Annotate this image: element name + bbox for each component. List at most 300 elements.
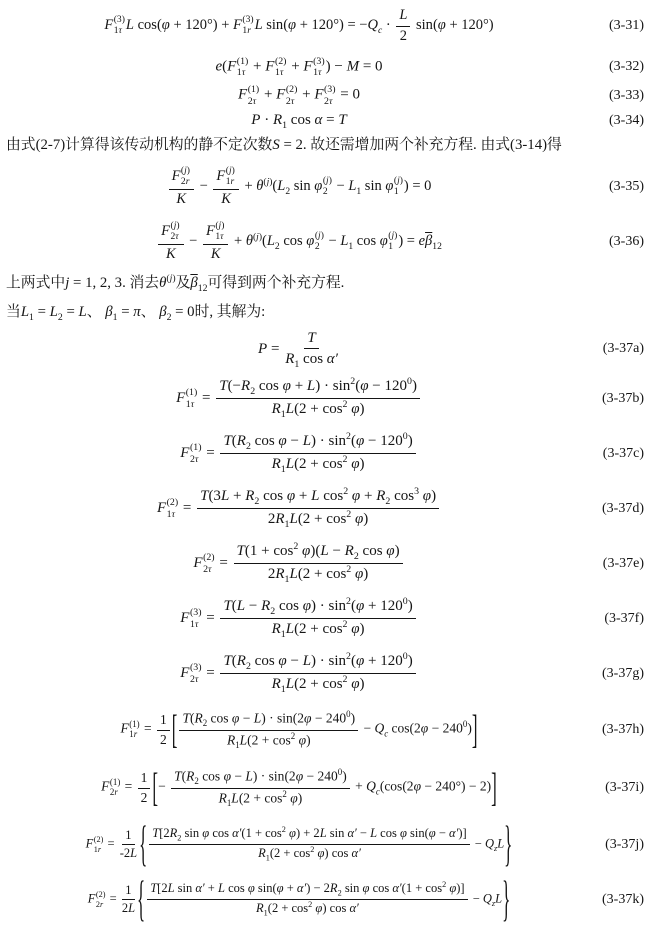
script-stack: [248, 84, 260, 106]
variable: L: [236, 598, 246, 615]
variable: L: [285, 676, 295, 692]
denominator: $R_1(2 + \cos^2 \varphi)$ cos α′: [256, 900, 359, 918]
variable: τ: [290, 95, 295, 107]
script-stack: [190, 662, 202, 684]
denominator: $R_1L(2 + \cos^2 \varphi)$: [271, 454, 365, 475]
superscript: 0: [462, 719, 468, 730]
variable: T: [152, 826, 160, 841]
variable: L: [220, 488, 230, 505]
superscript: (j): [314, 230, 324, 242]
variable: T: [338, 112, 347, 129]
subscript: 1τ: [236, 67, 246, 78]
function-name: sin: [328, 433, 347, 450]
fraction: [220, 652, 415, 695]
variable: L: [285, 401, 295, 417]
superscript: (j): [166, 273, 176, 285]
script-stack: [388, 231, 397, 252]
function-name: cos: [323, 488, 344, 505]
function-name: cos: [394, 488, 415, 505]
variable: z: [493, 843, 498, 853]
variable: α: [314, 112, 323, 129]
equation-number: (3-37e): [602, 555, 644, 571]
fraction: [197, 487, 439, 530]
big-bracket: {: [137, 871, 146, 927]
fraction: [171, 768, 350, 807]
equation-number: (3-37i): [605, 780, 644, 795]
variable: L: [370, 826, 378, 841]
row-eq-3-37g: [0, 646, 650, 701]
variable: Q: [366, 779, 376, 795]
variable: F: [193, 554, 203, 571]
function-name: cos: [254, 653, 275, 670]
subscript: 2τ: [189, 453, 199, 465]
variable: R: [261, 598, 271, 615]
equation-number: (3-37k): [602, 891, 644, 907]
function-name: sin: [344, 881, 360, 896]
variable: α′: [232, 826, 242, 841]
superscript: (2): [93, 835, 104, 845]
variable: φ: [360, 378, 369, 395]
row-eq-3-33: [0, 82, 650, 109]
variable: j: [228, 165, 232, 177]
equation-number: (3-32): [609, 59, 644, 74]
superscript: (j): [252, 231, 262, 243]
variable: K: [166, 245, 176, 262]
paragraph-text: 上两式中j = 1, 2, 3. 消去$\theta^{(j)}$及$\overline{\beta}_{12}$可得到两个补充方程.: [6, 273, 345, 295]
big-bracket: {: [139, 816, 148, 872]
fraction: [157, 712, 170, 747]
variable: F: [265, 58, 275, 75]
superscript: (3): [189, 607, 202, 619]
subscript: 2: [57, 312, 63, 324]
superscript: 2: [346, 651, 351, 663]
variable: R: [344, 543, 354, 560]
denominator: [221, 190, 231, 208]
row-eq-3-31: [0, 0, 650, 52]
variable: φ: [399, 826, 407, 841]
variable: T: [200, 488, 209, 505]
variable: S: [272, 137, 280, 154]
variable: R: [272, 112, 283, 129]
big-bracket: [: [171, 707, 178, 753]
subscript: 1: [284, 519, 290, 530]
script-stack: [394, 176, 403, 197]
big-bracket: }: [502, 871, 511, 927]
variable: τ: [318, 67, 322, 78]
fraction: [138, 770, 151, 805]
row-eq-3-37j: [0, 817, 650, 872]
function-name: cos: [326, 511, 347, 527]
superscript: 2: [281, 825, 286, 835]
subscript: 2: [385, 496, 391, 508]
subscript: 2τ: [247, 95, 257, 107]
variable: r: [247, 25, 251, 36]
variable: φ: [298, 732, 307, 747]
denominator: $R_1L(2 + \cos^2 \varphi)$: [271, 619, 365, 640]
superscript: (1): [189, 442, 202, 454]
variable: $\overline{\beta}$: [425, 233, 433, 250]
superscript: 2: [346, 596, 351, 608]
variable: F: [171, 168, 181, 185]
variable: T: [219, 378, 228, 395]
variable: T: [182, 710, 190, 726]
variable: φ: [302, 543, 311, 560]
equation-number: (3-36): [609, 234, 644, 249]
subscript: 1: [282, 120, 288, 132]
subscript: 2: [254, 496, 260, 508]
subscript: [376, 787, 380, 797]
function-name: cos: [283, 233, 303, 250]
paragraph-text: 当$L_1 = L_2 = L$、 $\beta_1 = \pi$、 $\beta_2 = 0$时, 其解为:: [6, 304, 266, 324]
row-eq-3-37k: [0, 872, 650, 927]
script-stack: [323, 176, 332, 197]
subscript: 2: [177, 833, 182, 843]
variable: L: [78, 304, 87, 321]
variable: β: [105, 304, 113, 321]
numerator: [169, 166, 194, 189]
row-eq-3-37c: [0, 426, 650, 481]
numerator: 1: [138, 770, 151, 788]
function-name: cos: [331, 846, 349, 861]
variable: Q: [482, 891, 492, 906]
variable: α′: [449, 826, 459, 841]
variable: τ: [118, 25, 122, 36]
subscript: 1τ: [274, 67, 284, 78]
variable: R: [226, 732, 236, 747]
variable: F: [303, 58, 313, 75]
variable: φ: [437, 17, 446, 34]
numerator: [158, 221, 183, 244]
variable: L: [125, 17, 134, 34]
variable: R: [271, 621, 281, 637]
equation-math: F (j) 2τ K − F (j) 1τ K + $\theta^{(j)}(L_2$ cos φ (j) 2 − $L_1$ cos φ (j) 1 ) = $e\overline{\beta}_{12}$: [156, 221, 442, 263]
variable: φ: [355, 653, 365, 670]
variable: φ: [351, 621, 360, 637]
denominator: [166, 245, 176, 263]
superscript: 2: [342, 674, 348, 685]
function-name: sin: [328, 598, 347, 615]
variable: R: [275, 511, 285, 527]
superscript: (j): [388, 230, 398, 242]
variable: τ: [328, 95, 333, 107]
function-name: cos: [356, 233, 377, 250]
script-stack: [190, 442, 202, 464]
variable: Q: [484, 836, 494, 851]
equation-math: F (1) 2r = $\frac{1}{2}$ [− $\frac{T(R_2 \cos \varphi - L) \cdot \sin(2\varphi - 240^0)}{R_1L(2 + \cos^2 \varphi)}$ + $Q_c(\cos(2\varphi - 240^\circ) - 2)$]: [101, 768, 497, 807]
function-name: cos: [303, 350, 324, 367]
superscript: 0: [402, 431, 408, 443]
variable: φ: [351, 456, 360, 472]
equation-math: F (1) 2τ = $\frac{T(R_2 \cos \varphi - L) \cdot \sin^2(\varphi - 120^0)}{R_1L(2 + \cos^2 \varphi)}$: [180, 432, 417, 475]
subscript: 1r: [93, 844, 102, 854]
denominator: 2: [399, 27, 407, 44]
variable: L: [289, 566, 298, 582]
variable: j: [256, 231, 259, 243]
variable: τ: [279, 67, 284, 78]
superscript: (j): [322, 175, 332, 187]
variable: α′: [347, 826, 357, 841]
variable: α′: [326, 350, 338, 367]
subscript: 2τ: [324, 95, 333, 107]
function-name: cos: [272, 732, 291, 747]
variable: L: [239, 732, 248, 747]
variable: F: [238, 86, 248, 103]
fraction: [203, 221, 228, 263]
equation-math: F (3) 2τ = $\frac{T(R_2 \cos \varphi - L) \cdot \sin^2(\varphi + 120^0)}{R_1L(2 + \cos^2 \varphi)}$: [180, 652, 417, 695]
variable: R: [186, 768, 195, 784]
function-name: cos: [202, 768, 221, 784]
subscript: 1: [280, 629, 286, 640]
variable: φ: [278, 653, 287, 670]
script-stack: [110, 778, 120, 798]
subscript: 2: [166, 312, 172, 324]
row-eq-3-34: [0, 109, 650, 133]
function-name: cos: [362, 543, 383, 560]
variable: φ: [351, 676, 360, 692]
numerator: $T(R_2$ $\cos \varphi - L) \cdot \sin(2\varphi - 240^0)$: [179, 710, 358, 730]
denominator: $2R_1L(2 + \cos^2 \varphi)$: [267, 564, 369, 585]
superscript: (1): [236, 55, 249, 67]
subscript: 2: [245, 661, 251, 673]
superscript: 0: [402, 596, 408, 608]
variable: j: [397, 175, 400, 187]
subscript: [378, 25, 382, 36]
variable: φ: [302, 598, 312, 615]
variable: F: [176, 389, 186, 406]
variable: θ: [256, 178, 264, 195]
variable: α′: [195, 881, 205, 896]
superscript: 2: [293, 541, 299, 553]
subscript: 1: [280, 684, 286, 695]
superscript: 2: [342, 454, 348, 465]
variable: F: [120, 721, 129, 737]
fraction: [147, 881, 467, 918]
equation-number: (3-35): [609, 179, 644, 194]
variable: L: [348, 178, 357, 195]
row-eq-3-37d: [0, 481, 650, 536]
subscript: 2: [270, 606, 276, 618]
variable: L: [320, 543, 329, 560]
denominator: 2: [140, 789, 148, 805]
variable: c: [375, 786, 380, 797]
variable: L: [20, 304, 30, 321]
superscript: 2: [290, 730, 296, 741]
denominator: $R_1L(2 + \cos^2 \varphi)$: [271, 674, 365, 695]
script-stack: [129, 720, 139, 740]
row-para-eliminate: [0, 269, 650, 299]
script-stack: [237, 56, 249, 78]
variable: F: [87, 891, 96, 906]
function-name: cos: [258, 378, 279, 395]
superscript: (j): [180, 165, 190, 177]
equation-number: (3-37b): [602, 390, 644, 406]
function-name: cos: [322, 401, 343, 417]
variable: T: [236, 543, 245, 560]
subscript: 2: [250, 386, 256, 398]
variable: τ: [171, 508, 176, 520]
variable: F: [161, 223, 170, 240]
variable: θ: [245, 233, 253, 250]
variable: R: [241, 378, 251, 395]
numerator: $T(R_2$ $\cos \varphi - L) \cdot \sin(2\varphi - 240^0)$: [171, 768, 350, 788]
subscript: 2: [322, 185, 328, 197]
variable: φ: [288, 17, 297, 34]
equation-number: (3-33): [609, 87, 644, 103]
variable: φ: [289, 826, 296, 841]
equation-math: F (2) 2r = $\frac{1}{2L}$ { T[2L sin α′ + L cos φ $\sin(\varphi + \alpha') - 2R_2$ sin φ $\cos \alpha'(1 + \cos^2 \varphi)$] $R_1(2 + \cos^2 \varphi)$ cos α′ − $Q_zL$}: [88, 881, 511, 918]
subscript: 1τ: [113, 25, 122, 36]
row-eq-3-35: [0, 159, 650, 215]
fraction: [285, 329, 338, 370]
variable: φ: [278, 433, 287, 450]
script-stack: [96, 890, 106, 908]
equation-math: F (1) 2τ + F (2) 2τ + F (3) 2τ = 0: [238, 84, 360, 107]
variable: L: [49, 304, 58, 321]
variable: φ: [420, 721, 429, 737]
variable: L: [399, 7, 408, 24]
subscript: [384, 729, 388, 739]
variable: π: [133, 304, 141, 321]
script-stack: [167, 497, 179, 519]
fraction: [120, 828, 137, 861]
row-para-supplementary: [0, 133, 650, 159]
numerator: [203, 221, 228, 244]
script-stack: [171, 221, 180, 242]
row-eq-3-37f: [0, 591, 650, 646]
subscript: 2r: [180, 175, 190, 187]
variable: $\overline{\beta}$: [190, 275, 198, 292]
subscript: 1: [348, 241, 354, 253]
equation-number: (3-34): [609, 113, 644, 128]
function-name: cos: [263, 488, 284, 505]
subscript: 2r: [95, 899, 104, 909]
variable: R: [271, 401, 281, 417]
variable: φ: [317, 846, 325, 861]
variable: F: [276, 86, 286, 103]
variable: φ: [354, 511, 364, 527]
variable: L: [497, 836, 505, 851]
function-name: cos: [322, 621, 343, 637]
function-name: cos: [384, 779, 403, 795]
variable: α′: [392, 881, 402, 896]
superscript: (3): [113, 14, 125, 26]
variable: P: [251, 112, 261, 129]
equation-math: F (1) 1τ = $\frac{T(-R_2 \cos \varphi + L) \cdot \sin^2(\varphi - 120^0)}{R_1L(2 + \cos^2 \varphi)}$: [176, 377, 422, 420]
equation-number: (3-31): [609, 18, 644, 33]
function-name: cos: [322, 676, 343, 692]
subscript: 2: [274, 241, 280, 253]
subscript: 2τ: [189, 673, 199, 685]
variable: R: [271, 456, 281, 472]
subscript: 1: [393, 185, 399, 197]
variable: j: [184, 165, 187, 177]
variable: φ: [202, 826, 210, 841]
row-eq-3-36: [0, 215, 650, 269]
variable: φ: [161, 17, 170, 34]
variable: α′: [351, 846, 361, 861]
variable: j: [169, 273, 173, 285]
function-name: sin: [257, 881, 273, 896]
subscript: 1: [280, 409, 286, 420]
subscript: 2: [353, 551, 359, 563]
equation-math: F (2) 1r = $\frac{1}{-2L}$ { $T[2R_2$ sin φ $\cos \alpha'(1 + \cos^2 \varphi) + 2L$ sin α′ − L cos φ sin(φ − α′)] $R_1(2 + \cos^2 \varphi)$ cos α′ − $Q_zL$}: [86, 826, 513, 863]
superscript: 0: [402, 651, 408, 663]
variable: e: [215, 58, 223, 75]
variable: φ: [351, 488, 361, 505]
variable: F: [216, 168, 226, 185]
variable: K: [221, 190, 231, 207]
variable: F: [227, 58, 237, 75]
row-eq-3-37b: [0, 371, 650, 426]
script-stack: [186, 387, 198, 409]
variable: c: [384, 728, 389, 739]
superscript: 2: [346, 509, 352, 520]
function-name: cos: [137, 17, 157, 34]
variable: τ: [241, 67, 246, 78]
variable: L: [495, 891, 503, 906]
variable: R: [245, 488, 255, 505]
row-eq-3-37a: [0, 327, 650, 371]
function-name: sin: [177, 881, 193, 896]
superscript: 2: [442, 880, 447, 890]
subscript: 1: [263, 908, 268, 918]
variable: F: [180, 444, 190, 461]
variable: τ: [175, 230, 179, 242]
variable: L: [306, 378, 316, 395]
superscript: 2: [282, 788, 287, 799]
numerator: $T(-R_2$ $\cos \varphi + L) \cdot \sin^2(\varphi - 120^0)$: [216, 377, 420, 399]
script-stack: [313, 56, 325, 78]
variable: F: [233, 17, 242, 34]
variable: L: [167, 881, 175, 896]
variable: L: [285, 621, 295, 637]
variable: τ: [194, 618, 199, 630]
variable: j: [391, 230, 395, 242]
function-name: cos: [329, 901, 347, 916]
superscript: (j): [215, 220, 225, 232]
denominator: $R_1L(2 + \cos^2 \varphi)$: [226, 730, 311, 750]
numerator: $T(L - R_2$ $\cos \varphi) \cdot \sin^2(\varphi + 120^0)$: [220, 597, 415, 619]
script-stack: [215, 221, 224, 242]
variable: τ: [194, 453, 199, 465]
script-stack: [226, 166, 235, 187]
subscript: 1r: [225, 175, 235, 187]
equation-number: (3-37d): [602, 500, 644, 516]
variable: L: [285, 456, 295, 472]
subscript: 1r: [129, 729, 138, 739]
variable: Q: [374, 721, 385, 737]
denominator: 2: [160, 731, 167, 747]
subscript: 1τ: [185, 398, 195, 410]
row-eq-3-32: [0, 52, 650, 82]
numerator: 1: [122, 883, 134, 900]
script-stack: [114, 15, 125, 36]
superscript: (2): [166, 497, 179, 509]
function-name: sin: [328, 653, 347, 670]
subscript: 1: [226, 797, 232, 808]
superscript: (j): [170, 220, 180, 232]
numerator: $T(R_2$ $\cos \varphi - L) \cdot \sin^2(\varphi - 120^0)$: [220, 432, 415, 454]
variable: φ: [282, 378, 291, 395]
equation-math: F (1) 1r = $\frac{1}{2}$ [ $\frac{T(R_2 \cos \varphi - L) \cdot \sin(2\varphi - 240^0)}{R_1L(2 + \cos^2 \varphi)}$ − $Q_c$ $\cos(2\varphi - 240^0)$]: [121, 710, 478, 749]
subscript: 1: [356, 186, 362, 198]
superscript: 2: [346, 564, 352, 575]
script-stack: [203, 552, 215, 574]
superscript: (2): [203, 552, 215, 564]
variable: L: [130, 846, 138, 860]
variable: φ: [362, 881, 370, 896]
variable: K: [176, 190, 187, 207]
